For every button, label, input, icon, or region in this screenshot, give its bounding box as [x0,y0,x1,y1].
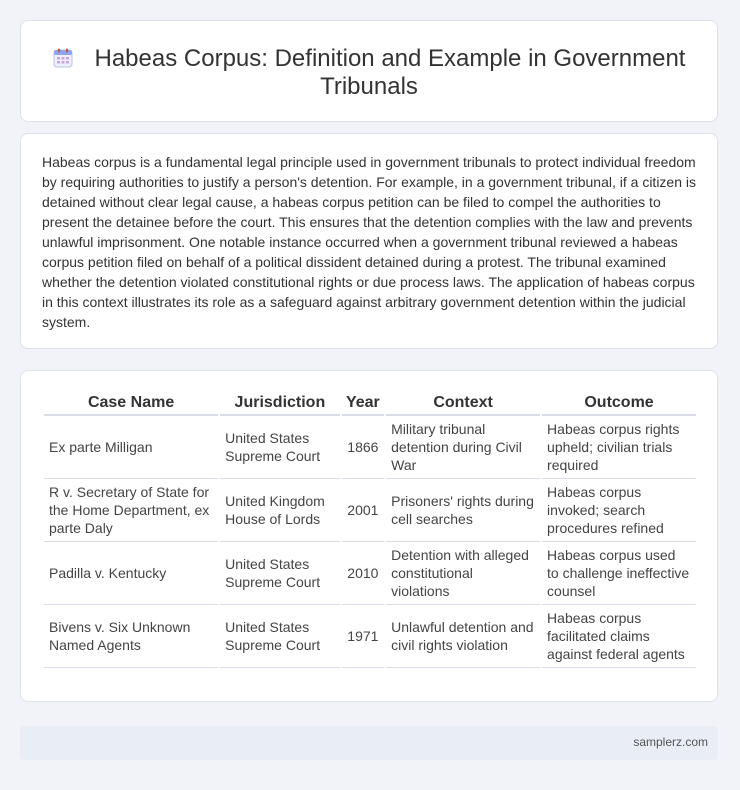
page-title-row [21,45,717,101]
outcome-cell: Habeas corpus rights upheld; civilian trials required [542,416,696,479]
jurisdiction-cell: United States Supreme Court [220,605,339,668]
case-name-cell: R v. Secretary of State for the Home Department, ex parte Daly [44,479,218,542]
column-header-case-name: Case Name [44,391,218,416]
outcome-cell: Habeas corpus facilitated claims against federal agents [542,605,696,668]
context-cell: Unlawful detention and civil rights violation [386,605,540,668]
table-header-row [44,391,696,416]
table-row [44,542,696,605]
case-name-cell: Padilla v. Kentucky [44,542,218,605]
intro-card [20,133,718,349]
page-title: Habeas Corpus: Definition and Example in Government Tribunals [94,45,686,100]
year-cell: 2010 [342,542,385,605]
outcome-cell: Habeas corpus used to challenge ineffective counsel [542,542,696,605]
column-header-context: Context [386,391,540,416]
context-cell: Detention with alleged constitutional violations [386,542,540,605]
footer-site-link[interactable]: samplerz.com [633,735,708,749]
table-card [20,370,718,702]
column-header-jurisdiction: Jurisdiction [220,391,339,416]
footer-bar [20,726,718,760]
table-row [44,605,696,668]
cases-table [42,391,698,668]
case-name-cell: Bivens v. Six Unknown Named Agents [44,605,218,668]
outcome-cell: Habeas corpus invoked; search procedures refined [542,479,696,542]
year-cell: 1866 [342,416,385,479]
year-cell: 1971 [342,605,385,668]
jurisdiction-cell: United States Supreme Court [220,542,339,605]
jurisdiction-cell: United States Supreme Court [220,416,339,479]
intro-paragraph: Habeas corpus is a fundamental legal principle used in government tribunals to protect individual freedom by requiring authorities to justify a person's detention. For example, in a government tribunal, if a citizen is detained without clear legal cause, a habeas corpus petition can be filed to compel the authorities to present the detainee before the court. This ensures that the detention complies with the law and prevents unlawful imprisonment. One notable instance occurred when a government tribunal reviewed a habeas corpus petition filed on behalf of a political dissident detained during a protest. The tribunal examined whether the detention violated constitutional rights or due process laws. The application of habeas corpus in this context illustrates its role as a safeguard against arbitrary government detention within the judicial system. [42,154,697,330]
table-row [44,479,696,542]
table-row [44,416,696,479]
column-header-outcome: Outcome [542,391,696,416]
column-header-year: Year [342,391,385,416]
context-cell: Military tribunal detention during Civil War [386,416,540,479]
calendar-icon [53,47,73,67]
context-cell: Prisoners' rights during cell searches [386,479,540,542]
case-name-cell: Ex parte Milligan [44,416,218,479]
jurisdiction-cell: United Kingdom House of Lords [220,479,339,542]
year-cell: 2001 [342,479,385,542]
title-card [20,20,718,122]
